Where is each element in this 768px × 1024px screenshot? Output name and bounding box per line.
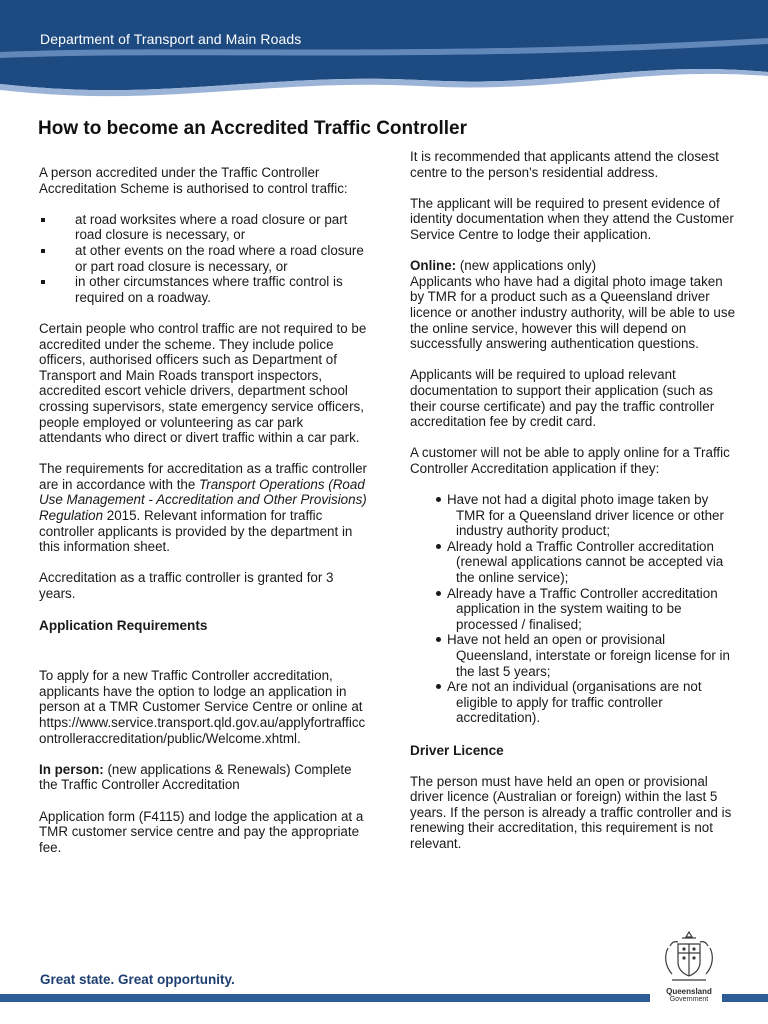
requirements-paragraph xyxy=(39,461,369,555)
exempt-paragraph: Certain people who control traffic are not required to be accredited under the scheme. They include police officers, authorised officers such as Department of Transport and Main Roads transport inspectors, accredited escort vehicle drivers, department school crossing supervisors, state emergency service officers, people employed or volunteering as car park attendants who direct or divert traffic within a car park. xyxy=(39,320,367,446)
list-item: in other circumstances where traffic control is required on a roadway. xyxy=(39,274,369,305)
government-logo-text xyxy=(655,988,723,1004)
gov-name: Queensland xyxy=(666,987,712,996)
department-name: Department of Transport and Main Roads xyxy=(40,31,302,47)
application-requirements-heading: Application Requirements xyxy=(39,618,208,634)
footer-tagline: Great state. Great opportunity. xyxy=(40,972,235,987)
list-item: Have not held an open or provisional Queensland, interstate or foreign license for in the last 5 years; xyxy=(410,632,740,679)
intro-paragraph: A person accredited under the Traffic Controller Accreditation Scheme is authorised to control traffic: xyxy=(39,165,348,196)
footer-bar-right xyxy=(722,994,768,1002)
apply-paragraph xyxy=(39,668,369,715)
left-column xyxy=(39,165,369,871)
application-form-paragraph: Application form (F4115) and lodge the application at a TMR customer service centre and pay the appropriate fee. xyxy=(39,808,364,855)
list-item: Already have a Traffic Controller accreditation application in the system waiting to be processed / finalised; xyxy=(410,586,740,633)
recommend-paragraph: It is recommended that applicants attend the closest centre to the person's residential address. xyxy=(410,149,719,180)
authorisation-list xyxy=(39,212,369,306)
in-person-text: (new applications & Renewals) Complete the Traffic Controller Accreditation xyxy=(39,761,352,793)
requirements-text-end: 2015. Relevant information for traffic controller applicants is provided by the department in this information sheet. xyxy=(39,508,353,555)
document-title: How to become an Accredited Traffic Controller xyxy=(38,118,467,139)
in-person-paragraph xyxy=(39,762,369,793)
list-item: Already hold a Traffic Controller accreditation (renewal applications cannot be accepted via the online service); xyxy=(410,539,740,586)
in-person-label: In person: xyxy=(39,761,104,777)
regulation-title: Transport Operations (Road Use Management - Accreditation and Other Provisions) Regulation xyxy=(39,476,367,524)
online-paragraph: Applicants who have had a digital photo image taken by TMR for a product such as a Queensland driver licence or another industry authority, will be able to use the online service, however this will depend on successfully answering authentication questions. xyxy=(410,273,736,352)
online-ineligibility-list xyxy=(410,492,740,726)
duration-paragraph: Accreditation as a traffic controller is granted for 3 years. xyxy=(39,570,334,602)
evidence-paragraph: The applicant will be required to present evidence of identity documentation when they attend the Customer Service Centre to lodge their application. xyxy=(410,195,734,242)
online-label-line xyxy=(410,258,740,274)
requirements-text: The requirements for accreditation as a traffic controller are in accordance with the xyxy=(39,461,367,492)
driver-licence-paragraph: The person must have held an open or provisional driver licence (Australian or foreign) within the last 5 years. If the person is already a traffic controller and is renewing their accreditation, this requirement is not relevant. xyxy=(410,773,732,851)
list-item: Are not an individual (organisations are not eligible to apply for traffic controller accreditation). xyxy=(410,679,740,726)
upload-paragraph: Applicants will be required to upload relevant documentation to support their application (such as their course certificate) and pay the traffic controller accreditation fee by credit card. xyxy=(410,367,715,430)
header-banner xyxy=(0,0,768,100)
list-item: at road worksites where a road closure or part road closure is necessary, or xyxy=(39,212,369,243)
application-url[interactable]: https://www.service.transport.qld.gov.au/applyfortrafficcontrolleraccreditation/public/Welcome.xhtml. xyxy=(39,715,366,746)
queensland-crest-icon xyxy=(658,926,720,988)
list-item: Have not had a digital photo image taken by TMR for a Queensland driver licence or other industry authority product; xyxy=(410,492,740,539)
online-note: (new applications only) xyxy=(456,258,597,274)
right-column xyxy=(410,149,740,867)
cannot-apply-paragraph: A customer will not be able to apply online for a Traffic Controller Accreditation application if they: xyxy=(410,445,730,476)
driver-licence-heading: Driver Licence xyxy=(410,742,504,758)
online-label: Online: xyxy=(410,258,457,274)
apply-text: To apply for a new Traffic Controller accreditation, applicants have the option to lodge an application in person at a TMR Customer Service Centre or online at xyxy=(39,668,363,715)
header-wave-graphic xyxy=(0,0,768,100)
gov-sub: Government xyxy=(669,996,709,1003)
list-item: at other events on the road where a road closure or part road closure is necessary, or xyxy=(39,243,369,274)
footer-bar xyxy=(0,994,650,1002)
